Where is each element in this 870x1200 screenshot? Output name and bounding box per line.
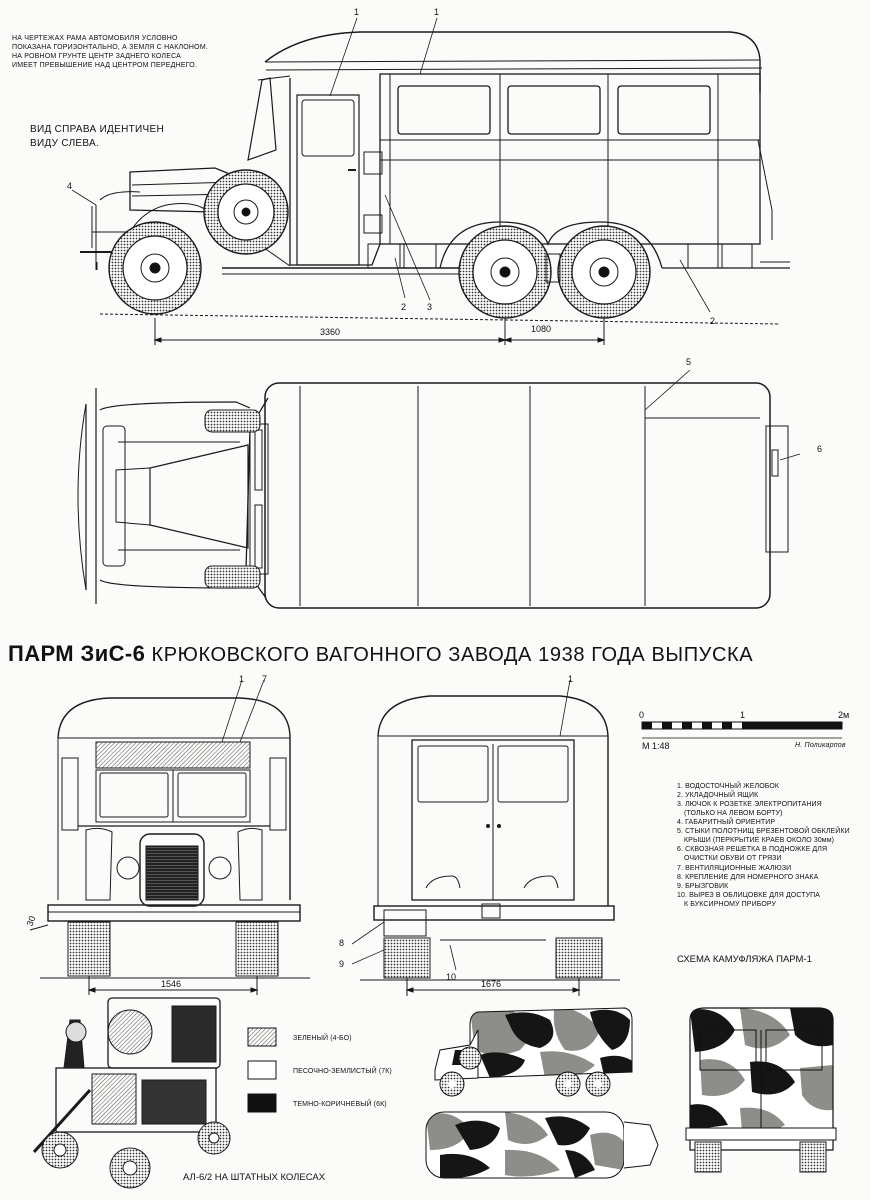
title-model: ПАРМ ЗиС-6: [8, 641, 146, 666]
scale-tick-0: 0: [639, 710, 645, 720]
scale-ratio: М 1:48: [642, 741, 670, 751]
legend-item: 4. ГАБАРИТНЫЙ ОРИЕНТИР: [677, 819, 776, 826]
frame-note-line-4: ИМЕЕТ ПРЕВЫШЕНИЕ НАД ЦЕНТРОМ ПЕРЕДНЕГО.: [12, 62, 198, 69]
legend-item: 8. КРЕПЛЕНИЕ ДЛЯ НОМЕРНОГО ЗНАКА: [677, 874, 819, 881]
legend-item: К БУКСИРНОМУ ПРИБОРУ: [684, 901, 777, 908]
legend-item: 5. СТЫКИ ПОЛОТНИЩ БРЕЗЕНТОВОЙ ОБКЛЕЙКИ: [677, 828, 850, 835]
callout-2: 2: [710, 316, 716, 326]
dimension-wheelbase: 3360: [320, 327, 341, 337]
top-plan-view: [78, 370, 800, 608]
scale-bar-graphic: [642, 722, 842, 738]
camo-scheme-title: СХЕМА КАМУФЛЯЖА ПАРМ-1: [677, 954, 812, 965]
legend-item: ОЧИСТКИ ОБУВИ ОТ ГРЯЗИ: [684, 855, 782, 862]
frame-note-line-1: НА ЧЕРТЕЖАХ РАМА АВТОМОБИЛЯ УСЛОВНО: [12, 35, 178, 42]
dimension-angle: 30: [24, 914, 38, 928]
view-note-line-2: ВИДУ СЛЕВА.: [30, 138, 100, 149]
camo-rear-view: [686, 1005, 836, 1172]
front-wheel: [109, 222, 201, 314]
generator-sketch: [34, 998, 230, 1188]
rear-elevation-view: [352, 680, 620, 996]
spare-wheel: [204, 170, 288, 254]
callout-7: 7: [262, 674, 268, 684]
legend-item: КРЫШИ (ПЕРКРЫТИЕ КРАЕВ ОКОЛО 30мм): [684, 837, 835, 844]
callout-10: 10: [446, 972, 457, 982]
author-signature: Н. Поликарпов: [795, 742, 846, 749]
scale-tick-1: 1: [740, 710, 746, 720]
callout-4: 4: [67, 181, 73, 191]
swatch-label-brown: ТЕМНО-КОРИЧНЕВЫЙ (6К): [293, 1101, 387, 1108]
callout-1: 1: [568, 674, 574, 684]
callout-8: 8: [339, 938, 345, 948]
generator-caption: АЛ-6/2 НА ШТАТНЫХ КОЛЕСАХ: [183, 1172, 326, 1183]
legend-item: 1. ВОДОСТОЧНЫЙ ЖЕЛОБОК: [677, 783, 780, 790]
legend-item: (ТОЛЬКО НА ЛЕВОМ БОРТУ): [684, 810, 783, 817]
title-description: КРЮКОВСКОГО ВАГОННОГО ЗАВОДА 1938 ГОДА ВЫПУСКА: [151, 644, 754, 666]
swatch-label-green: ЗЕЛЕНЫЙ (4-БО): [293, 1035, 352, 1042]
dimension-rear-track: 1676: [481, 979, 502, 989]
legend-item: 7. ВЕНТИЛЯЦИОННЫЕ ЖАЛЮЗИ: [677, 865, 792, 872]
swatch-sand: [248, 1061, 276, 1079]
callout-5: 5: [686, 357, 692, 367]
callout-3: 3: [427, 302, 433, 312]
callout-6: 6: [817, 444, 823, 454]
legend-item: 6. СКВОЗНАЯ РЕШЕТКА В ПОДНОЖКЕ ДЛЯ: [677, 846, 828, 853]
callout-1: 1: [239, 674, 245, 684]
callout-1: 1: [354, 7, 360, 17]
legend-item: 10. ВЫРЕЗ В ОБЛИЦОВКЕ ДЛЯ ДОСТУПА: [677, 892, 821, 899]
rear-wheel-front-axle: [459, 226, 551, 318]
callout-9: 9: [339, 959, 345, 969]
callout-2: 2: [401, 302, 407, 312]
swatch-brown: [248, 1094, 276, 1112]
dimension-front-track: 1546: [161, 979, 182, 989]
camo-side-view: [435, 1005, 635, 1096]
scale-tick-2: 2м: [838, 710, 850, 720]
legend-item: 9. БРЫЗГОВИК: [677, 883, 729, 890]
swatch-label-sand: ПЕСОЧНО-ЗЕМЛИСТЫЙ (7К): [293, 1068, 392, 1075]
frame-note-line-2: ПОКАЗАНА ГОРИЗОНТАЛЬНО, А ЗЕМЛЯ С НАКЛОНОМ.: [12, 44, 208, 51]
camo-swatches: [248, 1028, 276, 1112]
rear-wheel-rear-axle: [558, 226, 650, 318]
view-note-line-1: ВИД СПРАВА ИДЕНТИЧЕН: [30, 124, 164, 135]
sheet-title: [8, 642, 753, 667]
dimension-bogie: 1080: [531, 324, 552, 334]
legend-item: 2. УКЛАДОЧНЫЙ ЯЩИК: [677, 792, 759, 799]
callout-1: 1: [434, 7, 440, 17]
front-elevation-view: [30, 680, 310, 995]
swatch-green: [248, 1028, 276, 1046]
legend-item: 3. ЛЮЧОК К РОЗЕТКЕ ЭЛЕКТРОПИТАНИЯ: [677, 801, 822, 808]
frame-note-line-3: НА РОВНОМ ГРУНТЕ ЦЕНТР ЗАДНЕГО КОЛЕСА: [12, 53, 182, 60]
camo-top-view: [426, 1112, 658, 1178]
